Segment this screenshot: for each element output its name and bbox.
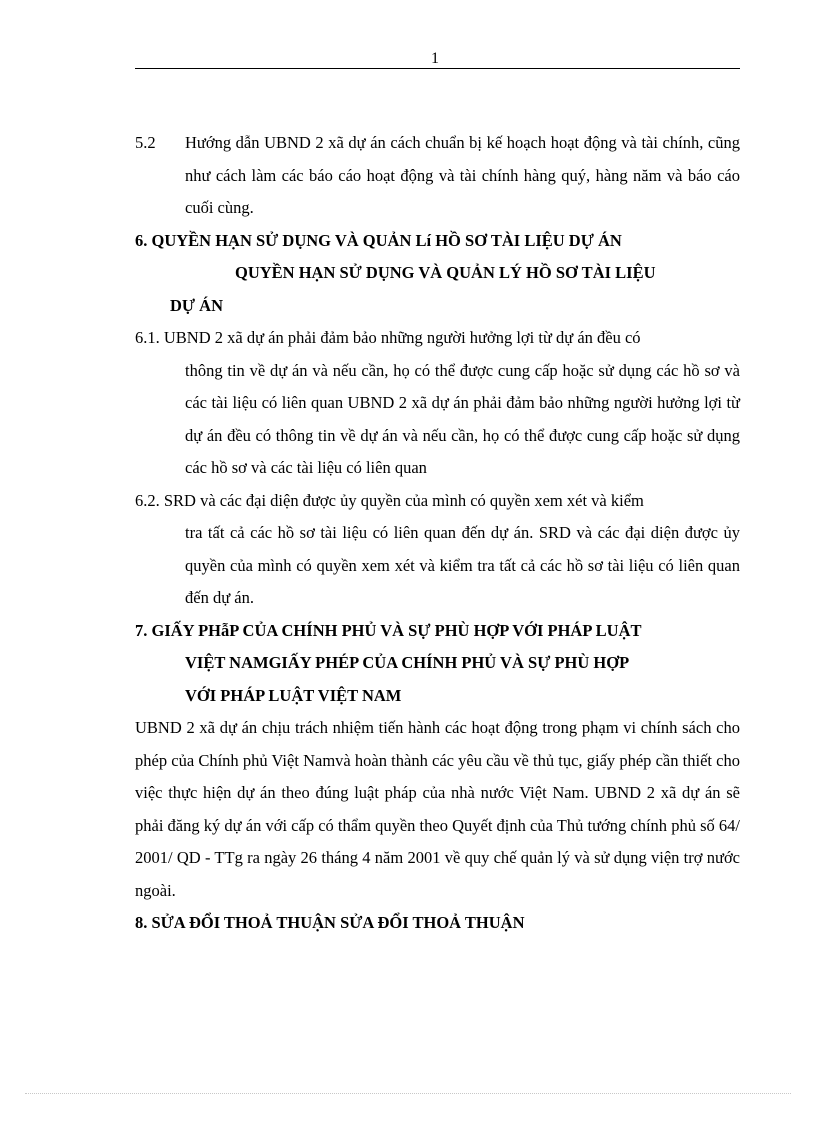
paragraph-7: UBND 2 xã dự án chịu trách nhiệm tiến hành các hoạt động trong phạm vi chính sách cho phép của Chính phủ Việt Namvà hoàn thành các yêu cầu về thủ tục, giấy phép cần thiết cho việc thực hiện dự án theo đúng luật pháp của nhà nước Việt Nam. UBND 2 xã dự án sẽ phải đăng ký dự án với cấp có thẩm quyền theo Quyết định của Thủ tướng chính phủ số 64/ 2001/ QD - TTg ra ngày 26 tháng 4 năm 2001 về quy chế quản lý và sử dụng viện trợ nước ngoài. — [135, 718, 740, 900]
paragraph-6-1-body: thông tin về dự án và nếu cần, họ có thể được cung cấp hoặc sử dụng các hồ sơ và các tài liệu có liên quan UBND 2 xã dự án phải đảm bảo những người hưởng lợi từ dự án đều có thông tin về dự án và nếu cần, họ có thể được cung cấp hoặc sử dụng các hồ sơ và các tài liệu có liên quan — [185, 360, 740, 477]
paragraph-6-1-lead: 6.1. UBND 2 xã dự án phải đảm bảo những người hưởng lợi từ dự án đều có — [135, 328, 641, 347]
paragraph-6-2 — [135, 485, 740, 615]
section-7-line-1: 7. GIẤY PHẫP CỦA CHÍNH PHỦ VÀ SỰ PHÙ HỢP VỚI PHÁP LUẬT — [135, 620, 642, 640]
section-8-heading: 8. SỬA ĐỔI THOẢ THUẬN SỬA ĐỔI THOẢ THUẬN — [135, 913, 525, 932]
section-7-line-2: VIỆT NAMGIẤY PHÉP CỦA CHÍNH PHỦ VÀ SỰ PHÙ HỢP — [185, 653, 630, 672]
paragraph-6-2-body: tra tất cả các hồ sơ tài liệu có liên quan đến dự án. SRD và các đại diện được ủy quyền của mình có quyền xem xét và kiểm tra tất cả các hồ sơ tài liệu có liên quan đến dự án. — [185, 523, 740, 607]
item-5-2 — [135, 127, 740, 225]
paragraph-6-2-lead: 6.2. SRD và các đại diện được ủy quyền của mình có quyền xem xét và kiểm — [135, 490, 644, 510]
item-text: Hướng dẫn UBND 2 xã dự án cách chuẩn bị kế hoạch hoạt động và tài chính, cũng như cách làm các báo cáo hoạt động và tài chính hàng quý, hàng năm và báo cáo cuối cùng. — [185, 133, 740, 217]
section-7-heading — [135, 615, 740, 713]
footer-rule — [25, 1093, 791, 1094]
paragraph-6-1 — [135, 322, 740, 485]
section-6-line-2: QUYỀN HẠN SỬ DỤNG VÀ QUẢN LÝ HỒ SƠ TÀI LIỆU — [235, 263, 656, 282]
section-6-heading — [135, 225, 740, 323]
document-body — [135, 127, 740, 940]
section-6-line-1: 6. QUYỀN HẠN SỬ DỤNG VÀ QUẢN Lí HỒ SƠ TÀI LIỆU DỰ ÁN — [135, 230, 622, 250]
item-number: 5.2 — [135, 133, 156, 152]
section-7-line-3: VỚI PHÁP LUẬT VIỆT NAM — [185, 685, 402, 705]
page-number: 1 — [431, 50, 439, 67]
section-6-line-3: DỰ ÁN — [170, 295, 224, 315]
header-rule — [135, 68, 740, 69]
